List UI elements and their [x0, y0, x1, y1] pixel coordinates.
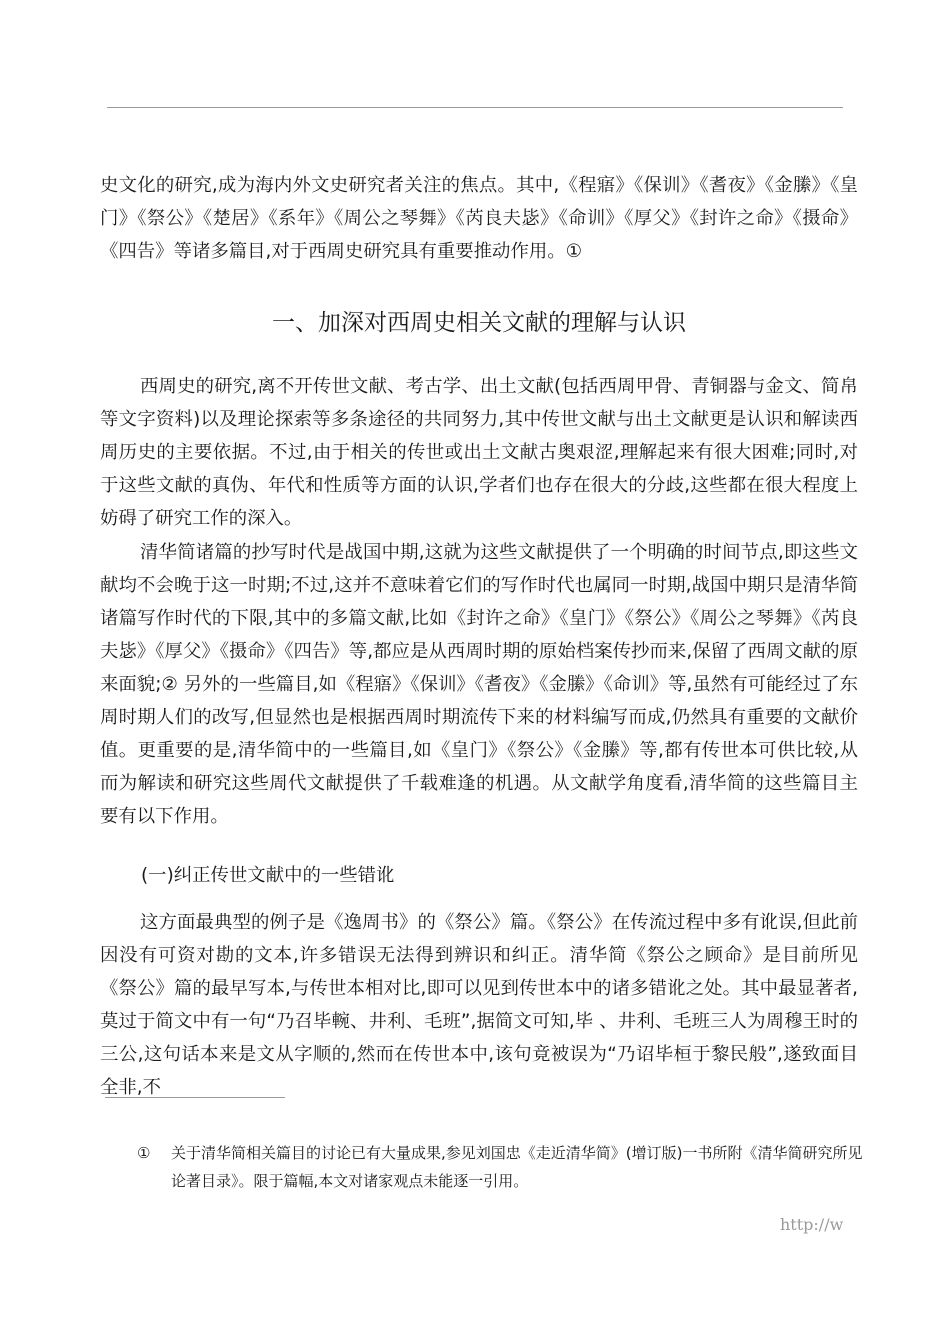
footnote-text: 关于清华简相关篇目的讨论已有大量成果,参见刘国忠《走近清华简》(增订版)一书所附《清华简研究所见论著目录》。限于篇幅,本文对诸家观点未能逐一引用。: [171, 1144, 863, 1190]
subsection-heading: (一)纠正传世文献中的一些错讹: [141, 865, 395, 886]
body-paragraph-2: 清华简诸篇的抄写时代是战国中期,这就为这些文献提供了一个明确的时间节点,即这些文献均不会晚于这一时期;不过,这并不意味着它们的写作时代也属同一时期,战国中期只是清华简诸篇写作时代的下限,其中的多篇文献,比如《封许之命》《皇门》《祭公》《周公之琴舞》《芮良夫毖》《厚父》《摄命》《四告》等,都应是从西周时期的原始档案传抄而来,保留了西周文献的原来面貌;② 另外的一些篇目,如《程寤》《保训》《耆夜》《金縢》《命训》等,虽然有可能经过了东周时期人们的改写,但显然也是根据西周时期流传下来的材料编写而成,仍然具有重要的文献价值。更重要的是,清华简中的一些篇目,如《皇门》《祭公》《金縢》等,都有传世本可供比较,从而为解读和研究这些周代文献提供了千载难逢的机遇。从文献学角度看,清华简的这些篇目主要有以下作用。: [100, 542, 858, 827]
footnote: [137, 1139, 867, 1195]
body-paragraph-1: 西周史的研究,离不开传世文献、考古学、出土文献(包括西周甲骨、青铜器与金文、简帛等文字资料)以及理论探索等多条途径的共同努力,其中传世文献与出土文献更是认识和解读西周历史的主要依据。不过,由于相关的传世或出土文献古奥艰涩,理解起来有很大困难;同时,对于这些文献的真伪、年代和性质等方面的认识,学者们也存在很大的分歧,这些都在很大程度上妨碍了研究工作的深入。: [100, 376, 858, 529]
header-rule: [107, 107, 843, 108]
url-fragment: http://w: [780, 1215, 844, 1234]
footnote-marker: ①: [137, 1144, 151, 1162]
footnote-separator: [105, 1097, 285, 1098]
intro-paragraph: 史文化的研究,成为海内外文史研究者关注的焦点。其中,《程寤》《保训》《耆夜》《金縢》《皇门》《祭公》《楚居》《系年》《周公之琴舞》《芮良夫毖》《命训》《厚父》《封许之命》《摄命》《四告》等诸多篇目,对于西周史研究具有重要推动作用。①: [100, 175, 858, 262]
section-heading: 一、加深对西周史相关文献的理解与认识: [272, 310, 686, 336]
body-paragraph-3: 这方面最典型的例子是《逸周书》的《祭公》篇。《祭公》在传流过程中多有讹误,但此前因没有可资对勘的文本,许多错误无法得到辨识和纠正。清华简《祭公之顾命》是目前所见《祭公》篇的最早写本,与传世本相对比,即可以见到传世本中的诸多错讹之处。其中最显著者,莫过于简文中有一句“乃召毕䡝、井利、毛班”,据简文可知,毕 、井利、毛班三人为周穆王时的三公,这句话本来是文从字顺的,然而在传世本中,该句竟被误为“乃诏毕桓于黎民般”,遂致面目全非,不: [100, 912, 858, 1098]
